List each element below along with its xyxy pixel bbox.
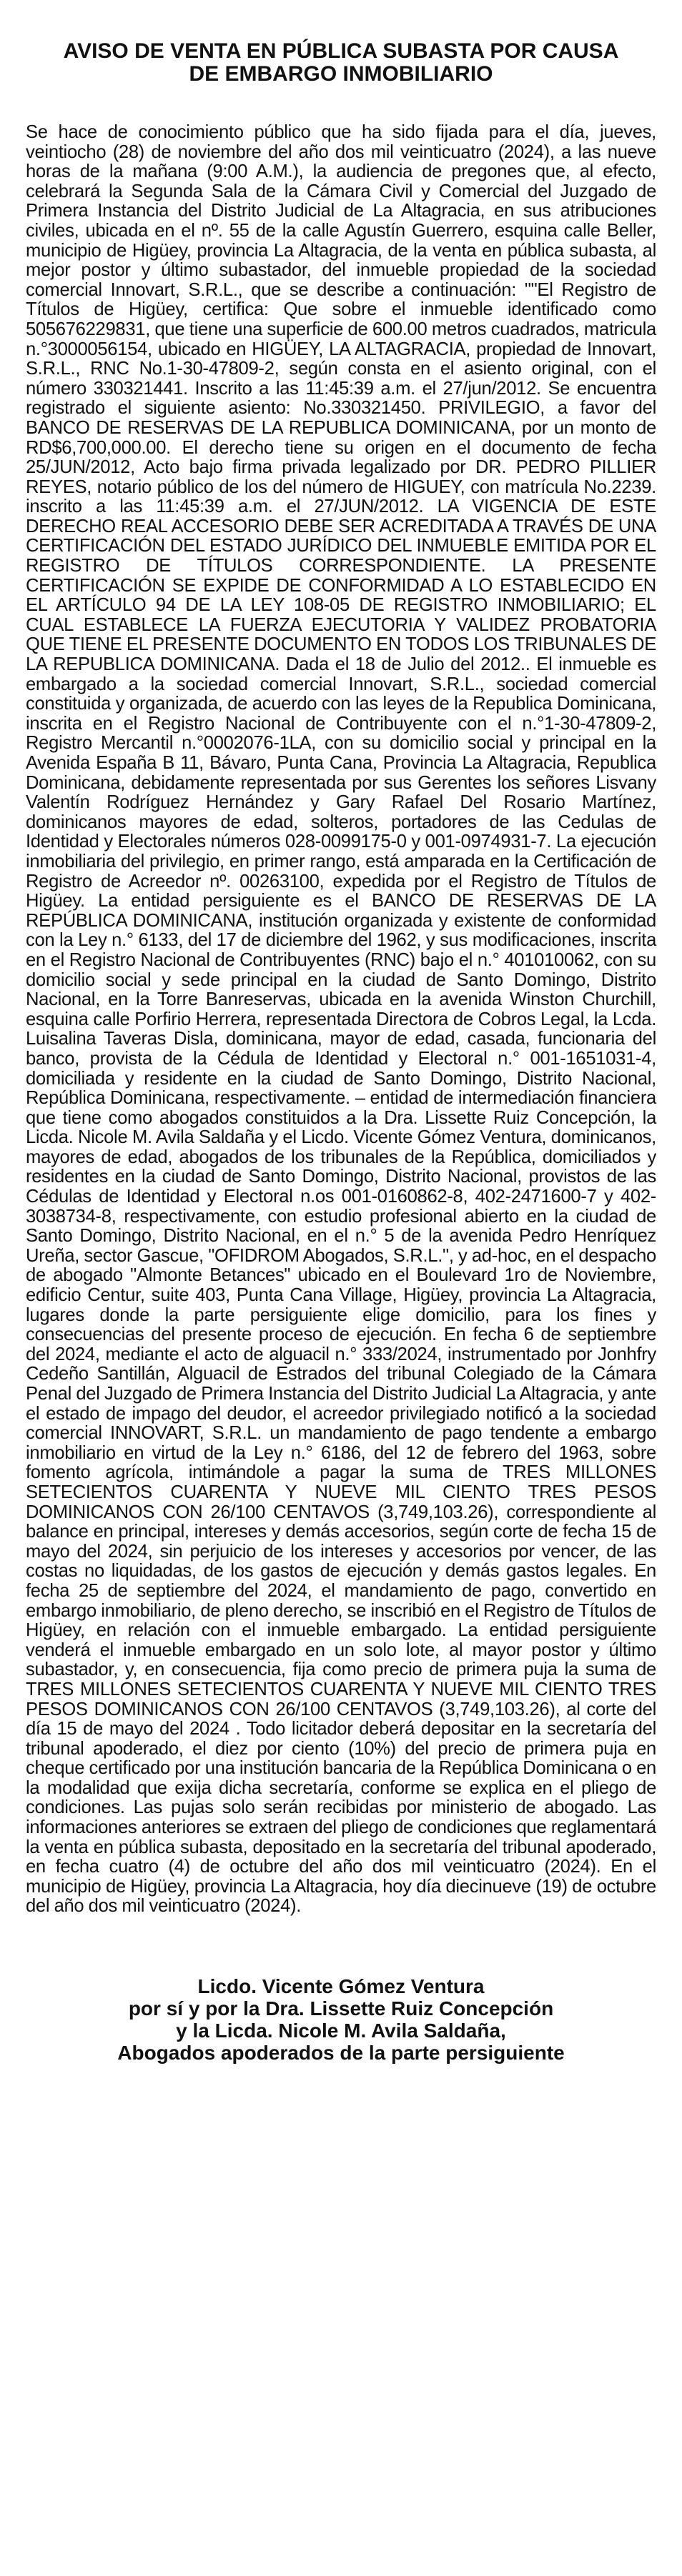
signature-block xyxy=(26,1975,656,2064)
notice-title xyxy=(26,40,656,86)
signature-line-4: Abogados apoderados de la parte persiguiente xyxy=(117,2042,565,2065)
signature-line-2: por sí y por la Dra. Lissette Ruiz Concepción xyxy=(128,1997,554,2020)
notice-title-line-2: DE EMBARGO INMOBILIARIO xyxy=(189,62,493,86)
signature-line-1: Licdo. Vicente Gómez Ventura xyxy=(197,1975,485,1998)
signature-line-3: y la Licda. Nicole M. Avila Saldaña, xyxy=(176,2020,506,2042)
notice-title-line-1: AVISO DE VENTA EN PÚBLICA SUBASTA POR CAUSA xyxy=(63,39,619,63)
notice-body: Se hace de conocimiento público que ha sido fijada para el día, jueves, veintiocho (28) de noviembre del año dos mil veinticuatro (2024), a las nueve horas de la mañana (9:00 A.M.), la audiencia de pregones que, al efecto, celebrará la Segunda Sala de la Cámara Civil y Comercial del Juzgado de Primera Instancia del Distrito Judicial de La Altagracia, en sus atribuciones civiles, ubicada en el nº. 55 de la calle Agustín Guerrero, esquina calle Beller, municipio de Higüey, provincia La Altagracia, de la venta en pública subasta, al mejor postor y último subastador, del inmueble propiedad de la sociedad comercial Innovart, S.R.L., que se describe a continuación: ""El Registro de Títulos de Higüey, certifica: Que sobre el inmueble identificado como 505676229831, que tiene una superficie de 600.00 metros cuadrados, matricula n.°3000056154, ubicado en HIGÜEY, LA ALTAGRACIA, propiedad de Innovart, S.R.L., RNC No.1-30-47809-2, según consta en el asiento original, con el número 330321441. Inscrito a las 11:45:39 a.m. el 27/jun/2012. Se encuentra registrado el siguiente asiento: No.330321450. PRIVILEGIO, a favor del BANCO DE RESERVAS DE LA REPUBLICA DOMINICANA, por un monto de RD$6,700,000.00. El derecho tiene su origen en el documento de fecha 25/JUN/2012, Acto bajo firma privada legalizado por DR. PEDRO PILLIER REYES, notario público de los del número de HIGUEY, con matrícula No.2239. inscrito a las 11:45:39 a.m. el 27/JUN/2012. LA VIGENCIA DE ESTE DERECHO REAL ACCESORIO DEBE SER ACREDITADA A TRAVÉS DE UNA CERTIFICACIÓN DEL ESTADO JURÍDICO DEL INMUEBLE EMITIDA POR EL REGISTRO DE TÍTULOS CORRESPONDIENTE. LA PRESENTE CERTIFICACIÓN SE EXPIDE DE CONFORMIDAD A LO ESTABLECIDO EN EL ARTÍCULO 94 DE LA LEY 108-05 DE REGISTRO INMOBILIARIO; EL CUAL ESTABLECE LA FUERZA EJECUTORIA Y VALIDEZ PROBATORIA QUE TIENE EL PRESENTE DOCUMENTO EN TODOS LOS TRIBUNALES DE LA REPUBLICA DOMINICANA. Dada el 18 de Julio del 2012.. El inmueble es embargado a la sociedad comercial Innovart, S.R.L., sociedad comercial constituida y organizada, de acuerdo con las leyes de la Republica Dominicana, inscrita en el Registro Nacional de Contribuyente con el n.°1-30-47809-2, Registro Mercantil n.°0002076-1LA, con su domicilio social y principal en la Avenida España B 11, Bávaro, Punta Cana, Provincia La Altagracia, Republica Dominicana, debidamente representada por sus Gerentes los señores Lisvany Valentín Rodríguez Hernández y Gary Rafael Del Rosario Martínez, dominicanos mayores de edad, solteros, portadores de las Cedulas de Identidad y Electorales números 028-0099175-0 y 001-0974931-7. La ejecución inmobiliaria del privilegio, en primer rango, está amparada en la Certificación de Registro de Acreedor nº. 00263100, expedida por el Registro de Títulos de Higüey. La entidad persiguiente es el BANCO DE RESERVAS DE LA REPÚBLICA DOMINICANA, institución organizada y existente de conformidad con la Ley n.° 6133, del 17 de diciembre del 1962, y sus modificaciones, inscrita en el Registro Nacional de Contribuyentes (RNC) bajo el n.° 401010062, con su domicilio social y sede principal en la ciudad de Santo Domingo, Distrito Nacional, en la Torre Banreservas, ubicada en la avenida Winston Churchill, esquina calle Porfirio Herrera, representada Directora de Cobros Legal, la Lcda. Luisalina Taveras Disla, dominicana, mayor de edad, casada, funcionaria del banco, provista de la Cédula de Identidad y Electoral n.° 001-1651031-4, domiciliada y residente en la ciudad de Santo Domingo, Distrito Nacional, República Dominicana, respectivamente. – entidad de intermediación financiera que tiene como abogados constituidos a la Dra. Lissette Ruiz Concepción, la Licda. Nicole M. Avila Saldaña y el Licdo. Vicente Gómez Ventura, dominicanos, mayores de edad, abogados de los tribunales de la República, domiciliados y residentes en la ciudad de Santo Domingo, Distrito Nacional, provistos de las Cédulas de Identidad y Electoral n.os 001-0160862-8, 402-2471600-7 y 402-3038734-8, respectivamente, con estudio profesional abierto en la ciudad de Santo Domingo, Distrito Nacional, en el n.° 5 de la avenida Pedro Henríquez Ureña, sector Gascue, "OFIDROM Abogados, S.R.L.", y ad-hoc, en el despacho de abogado "Almonte Betances" ubicado en el Boulevard 1ro de Noviembre, edificio Centur, suite 403, Punta Cana Village, Higüey, provincia La Altagracia, lugares donde la parte persiguiente elige domicilio, para los fines y consecuencias del presente proceso de ejecución. En fecha 6 de septiembre del 2024, mediante el acto de alguacil n.° 333/2024, instrumentado por Jonhfry Cedeño Santillán, Alguacil de Estrados del tribunal Colegiado de la Cámara Penal del Juzgado de Primera Instancia del Distrito Judicial La Altagracia, y ante el estado de impago del deudor, el acreedor privilegiado notificó a la sociedad comercial INNOVART, S.R.L. un mandamiento de pago tendente a embargo inmobiliario en virtud de la Ley n.° 6186, del 12 de febrero del 1963, sobre fomento agrícola, intimándole a pagar la suma de TRES MILLONES SETECIENTOS CUARENTA Y NUEVE MIL CIENTO TRES PESOS DOMINICANOS CON 26/100 CENTAVOS (3,749,103.26), correspondiente al balance en principal, intereses y demás accesorios, según corte de fecha 15 de mayo del 2024, sin perjuicio de los intereses y accesorios por vencer, de las costas no liquidadas, de los gastos de ejecución y demás gastos legales. En fecha 25 de septiembre del 2024, el mandamiento de pago, convertido en embargo inmobiliario, de pleno derecho, se inscribió en el Registro de Títulos de Higüey, en relación con el inmueble embargado. La entidad persiguiente venderá el inmueble embargado en un solo lote, al mayor postor y último subastador, y, en consecuencia, fija como precio de primera puja la suma de TRES MILLONES SETECIENTOS CUARENTA Y NUEVE MIL CIENTO TRES PESOS DOMINICANOS CON 26/100 CENTAVOS (3,749,103.26), al corte del día 15 de mayo del 2024 . Todo licitador deberá depositar en la secretaría del tribunal apoderado, el diez por ciento (10%) del precio de primera puja en cheque certificado por una institución bancaria de la República Dominicana o en la modalidad que exija dicha secretaría, conforme se explica en el pliego de condiciones. Las pujas solo serán recibidas por ministerio de abogado. Las informaciones anteriores se extraen del pliego de condiciones que reglamentará la venta en pública subasta, depositado en la secretaría del tribunal apoderado, en fecha cuatro (4) de octubre del año dos mil veinticuatro (2024). En el municipio de Higüey, provincia La Altagracia, hoy día diecinueve (19) de octubre del año dos mil veinticuatro (2024). xyxy=(26,122,656,1917)
